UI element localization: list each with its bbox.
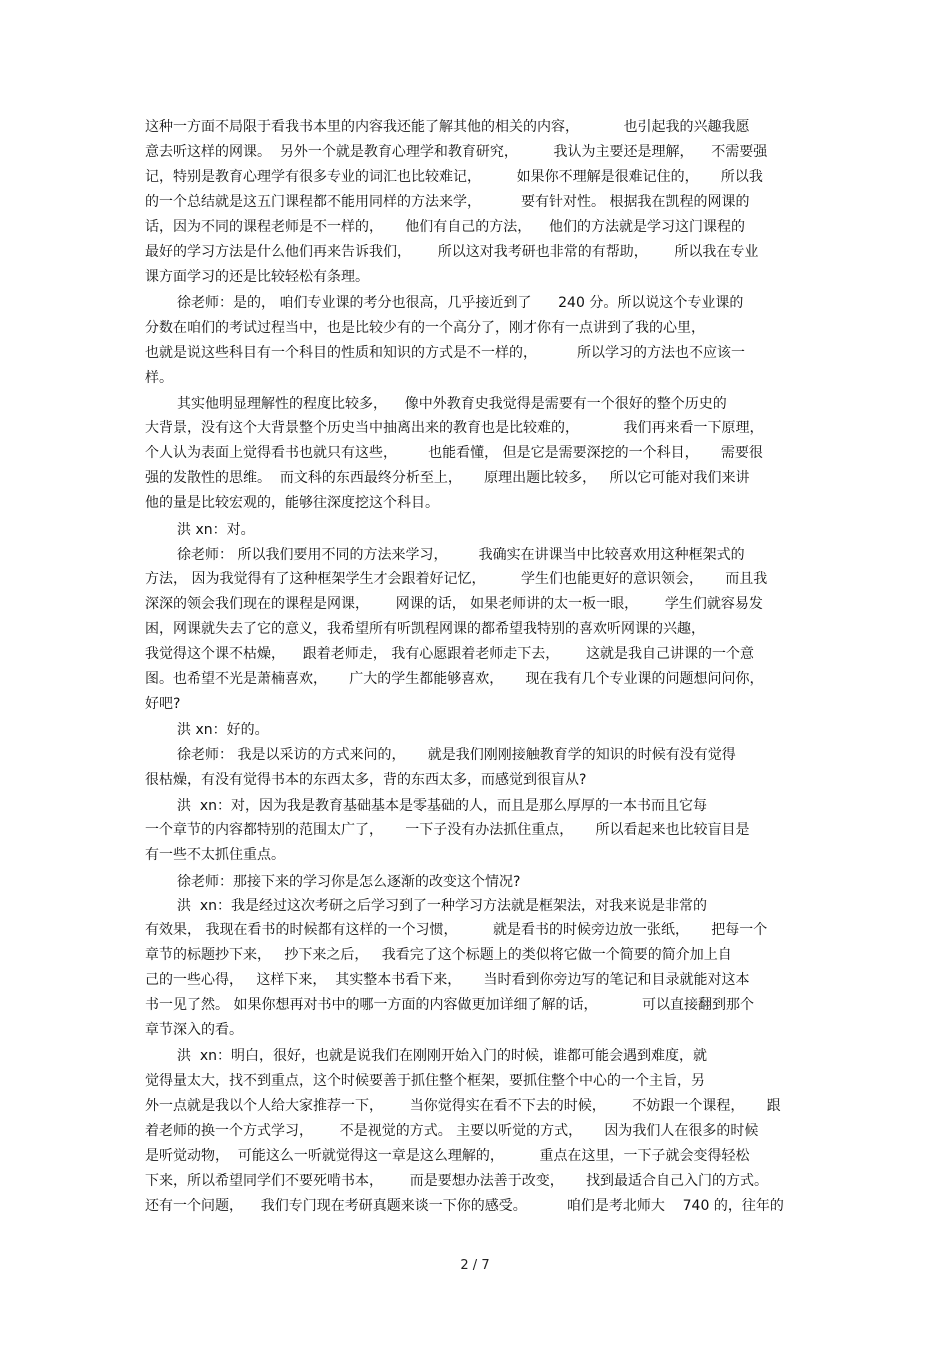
text-line: 也就是说这些科目有一个科目的性质和知识的方式是不一样的， 所以学习的方法也不应该一 bbox=[145, 345, 746, 361]
text-line: 最好的学习方法是什么他们再来告诉我们， 所以这对我考研也非常的有帮助， 所以我在专业 bbox=[145, 244, 759, 260]
text-line: 还有一个问题， 我们专门现在考研真题来谈一下你的感受。 咱们是考北师大 740 的，往年的 bbox=[145, 1198, 784, 1214]
text-line: 书一见了然。 如果你想再对书中的哪一方面的内容做更加详细了解的话， 可以直接翻到那个 bbox=[145, 997, 754, 1013]
text-line: 外一点就是我以个人给大家推荐一下， 当你觉得实在看不下去的时候， 不妨跟一个课程， 跟 bbox=[145, 1098, 781, 1114]
paragraph-first-line: 洪 xn：对。 bbox=[177, 522, 255, 538]
text-line: 好吧? bbox=[145, 696, 181, 712]
text-line: 图。也希望不光是萧楠喜欢， 广大的学生都能够喜欢， 现在我有几个专业课的问题想问问你， bbox=[145, 671, 764, 687]
text-line: 个人认为表面上觉得看书也就只有这些， 也能看懂， 但是它是需要深挖的一个科目， 需要很 bbox=[145, 445, 763, 461]
text-line: 方法， 因为我觉得有了这种框架学生才会跟着好记忆， 学生们也能更好的意识领会， 而且我 bbox=[145, 571, 768, 587]
text-line: 大背景，没有这个大背景整个历史当中抽离出来的教育也是比较难的， 我们再来看一下原理， bbox=[145, 420, 764, 436]
text-line: 己的一些心得， 这样下来， 其实整本书看下来， 当时看到你旁边写的笔记和目录就能对这本 bbox=[145, 972, 750, 988]
paragraph-first-line: 徐老师： 我是以采访的方式来问的， 就是我们刚刚接触教育学的知识的时候有没有觉得 bbox=[177, 747, 736, 763]
text-line: 着老师的换一个方式学习， 不是视觉的方式。 主要以听觉的方式， 因为我们人在很多的时候 bbox=[145, 1123, 759, 1139]
paragraph-first-line: 洪 xn：好的。 bbox=[177, 722, 269, 738]
text-line: 困，网课就失去了它的意义，我希望所有听凯程网课的都希望我特别的喜欢听网课的兴趣， bbox=[145, 621, 705, 637]
text-line: 章节的标题抄下来， 抄下来之后， 我看完了这个标题上的类似将它做一个简要的简介加上自 bbox=[145, 947, 732, 963]
text-line: 有一些不太抓住重点。 bbox=[145, 847, 285, 863]
text-line: 课方面学习的还是比较轻松有条理。 bbox=[145, 269, 369, 285]
text-line: 意去听这样的网课。 另外一个就是教育心理学和教育研究， 我认为主要还是理解， 不需要强 bbox=[145, 144, 768, 160]
text-line: 深深的领会我们现在的课程是网课， 网课的话， 如果老师讲的太一板一眼， 学生们就容易发 bbox=[145, 596, 763, 612]
text-line: 的一个总结就是这五门课程都不能用同样的方法来学， 要有针对性。 根据我在凯程的网课的 bbox=[145, 194, 750, 210]
text-line: 下来，所以希望同学们不要死啃书本， 而是要想办法善于改变， 找到最适合自己入门的方式。 bbox=[145, 1173, 768, 1189]
text-line: 样。 bbox=[145, 370, 173, 386]
paragraph-first-line: 洪 xn：我是经过这次考研之后学习到了一种学习方法就是框架法，对我来说是非常的 bbox=[177, 898, 708, 914]
text-line: 强的发散性的思维。 而文科的东西最终分析至上， 原理出题比较多， 所以它可能对我们来讲 bbox=[145, 470, 750, 486]
paragraph-first-line: 徐老师：是的， 咱们专业课的考分也很高，几乎接近到了 240 分。所以说这个专业课的 bbox=[177, 295, 744, 311]
text-line: 分数在咱们的考试过程当中，也是比较少有的一个高分了，刚才你有一点讲到了我的心里， bbox=[145, 320, 705, 336]
text-line: 觉得量太大，找不到重点，这个时候要善于抓住整个框架，要抓住整个中心的一个主旨，另 bbox=[145, 1073, 705, 1089]
page-number: 2 / 7 bbox=[460, 1258, 490, 1273]
text-line: 很枯燥，有没有觉得书本的东西太多，背的东西太多，而感觉到很盲从? bbox=[145, 772, 587, 788]
text-line: 是听觉动物， 可能这么一听就觉得这一章是这么理解的， 重点在这里，一下子就会变得轻松 bbox=[145, 1148, 750, 1164]
text-line: 这种一方面不局限于看我书本里的内容我还能了解其他的相关的内容， 也引起我的兴趣我愿 bbox=[145, 119, 750, 135]
paragraph-first-line: 洪 xn：对，因为我是教育基础基本是零基础的人，而且是那么厚厚的一本书而且它每 bbox=[177, 798, 708, 814]
text-line: 我觉得这个课不枯燥， 跟着老师走， 我有心愿跟着老师走下去， 这就是我自己讲课的一个意 bbox=[145, 646, 754, 662]
text-line: 话，因为不同的课程老师是不一样的， 他们有自己的方法， 他们的方法就是学习这门课程的 bbox=[145, 219, 746, 235]
paragraph-first-line: 徐老师： 所以我们要用不同的方法来学习， 我确实在讲课当中比较喜欢用这种框架式的 bbox=[177, 547, 745, 563]
paragraph-first-line: 洪 xn：明白，很好，也就是说我们在刚刚开始入门的时候，谁都可能会遇到难度，就 bbox=[177, 1048, 708, 1064]
text-line: 一个章节的内容都特别的范围太广了， 一下子没有办法抓住重点， 所以看起来也比较盲目是 bbox=[145, 822, 750, 838]
paragraph-first-line: 徐老师：那接下来的学习你是怎么逐渐的改变这个情况? bbox=[177, 874, 521, 890]
text-line: 记，特别是教育心理学有很多专业的词汇也比较难记， 如果你不理解是很难记住的， 所以我 bbox=[145, 169, 763, 185]
text-line: 他的量是比较宏观的，能够往深度挖这个科目。 bbox=[145, 495, 439, 511]
text-line: 章节深入的看。 bbox=[145, 1022, 243, 1038]
paragraph-first-line: 其实他明显理解性的程度比较多， 像中外教育史我觉得是需要有一个很好的整个历史的 bbox=[177, 396, 727, 412]
text-line: 有效果， 我现在看书的时候都有这样的一个习惯， 就是看书的时候旁边放一张纸， 把每一个 bbox=[145, 922, 768, 938]
